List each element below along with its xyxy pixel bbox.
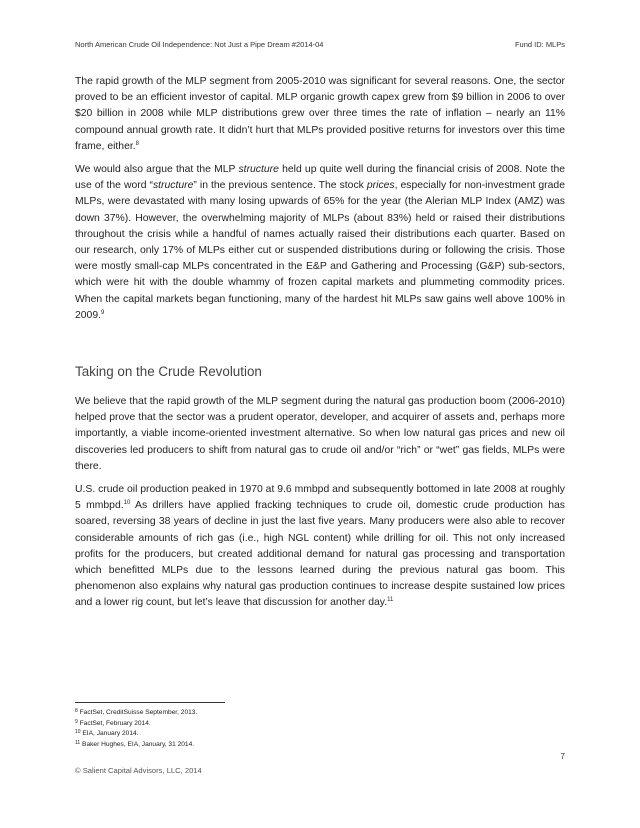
emphasis-structure-quoted: structure: [152, 180, 194, 192]
paragraph-text: , especially for non-investment grade MLPs, were devastated with many losing upwards of 65% for the year (the Alerian MLP Index (AMZ) was down 37%). However, the overwhelming majority of MLPs (about 83%) held or raised their distributions throughout the crisis while a handful of names actually raised their distributions each quarter. Based on our research, only 17% of MLPs either cut or suspended distributions during or following the crisis. Those were mostly small-cap MLPs concentrated in the E&P and Gathering and Processing (G&P) sub-sectors, which were hit with the double whammy of frozen capital markets and plummeting commodity prices. When the capital markets began functioning, many of the hardest hit MLPs saw gains well above 100% in 2009.: [75, 180, 565, 321]
paragraph-text: ” in the previous sentence. The stock: [193, 180, 367, 192]
paragraph-text: held up quite well during the financial crisis of 2008. Note the use of the word “: [75, 164, 566, 192]
footnote-text: Baker Hughes, EIA, January, 31 2014.: [82, 740, 195, 748]
footnote-number: 8: [75, 708, 78, 714]
footnote-item: [75, 729, 197, 740]
paragraph-gas-boom: [75, 394, 565, 475]
footnote-number: 11: [75, 739, 81, 746]
running-header: [75, 40, 565, 49]
page-number: 7: [560, 752, 565, 761]
footnote-item: [75, 719, 197, 730]
section-heading: Taking on the Crude Revolution: [75, 364, 262, 379]
footnote-ref-11[interactable]: 11: [387, 597, 394, 604]
footnote-text: EIA, January 2014.: [82, 730, 139, 738]
header-title: North American Crude Oil Independence: Not Just a Pipe Dream #2014-04: [75, 40, 324, 49]
footnote-ref-10[interactable]: 10: [123, 500, 131, 507]
paragraph-text: We would also argue that the MLP: [75, 164, 239, 175]
footnote-item: [75, 740, 197, 751]
footnote-ref-8[interactable]: 8: [135, 140, 139, 147]
paragraph-text: U.S. crude oil production peaked in 1970 at 9.6 mmbpd and subsequently bottomed in late 2008 at roughly 5 mmbpd.: [75, 484, 565, 512]
footnotes-list: [75, 708, 197, 750]
paragraph-financial-crisis: [75, 162, 565, 324]
paragraph-text: The rapid growth of the MLP segment from 2005-2010 was significant for several reasons. One, the sector proved to be an efficient investor of capital. MLP organic growth capex grew from $9 billion in 2006 to over $20 billion in 2008 while MLP distributions grew over three times the rate of inflation – nearly an 11% compound annual growth rate. It didn’t hurt that MLPs provided positive returns for investors over this time frame, either.: [75, 76, 565, 152]
footnote-text: FactSet, February 2014.: [79, 719, 151, 727]
paragraph-text: We believe that the rapid growth of the MLP segment during the natural gas production boom (2006-2010) helped prove that the sector was a prudent operator, developer, and acquirer of assets and, perhaps more importantly, a viable income-oriented investment alternative. So when low natural gas prices and new oil discoveries led producers to shift from natural gas to crude oil and/or “rich” or “wet” gas fields, MLPs were there.: [75, 396, 565, 472]
emphasis-structure: structure: [238, 164, 279, 175]
emphasis-prices: prices: [366, 180, 395, 192]
footnote-text: FactSet, CreditSuisse September, 2013.: [79, 709, 198, 716]
footnote-divider: [75, 702, 225, 703]
footnote-number: 9: [75, 718, 78, 725]
paragraph-mlp-growth: [75, 74, 565, 155]
footnote-item: [75, 708, 197, 719]
footnote-ref-9[interactable]: 9: [101, 309, 105, 316]
copyright-notice: © Salient Capital Advisors, LLC, 2014: [75, 766, 202, 775]
footnote-number: 10: [75, 729, 81, 736]
header-fund-id: Fund ID: MLPs: [514, 40, 565, 49]
paragraph-crude-production: [75, 482, 565, 612]
paragraph-text: As drillers have applied fracking techniques to crude oil, domestic crude production has soared, reversing 38 years of decline in just the last five years. Many producers were also able to recover considerable amounts of rich gas (i.e., high NGL content) while drilling for oil. This not only increased profits for the producers, but created additional demand for natural gas processing and transportation which benefitted MLPs due to the lessons learned during the previous natural gas boom. This phenomenon also explains why natural gas production continues to increase despite sustained low prices and a lower rig count, but let’s leave that discussion for another day.: [75, 500, 565, 609]
